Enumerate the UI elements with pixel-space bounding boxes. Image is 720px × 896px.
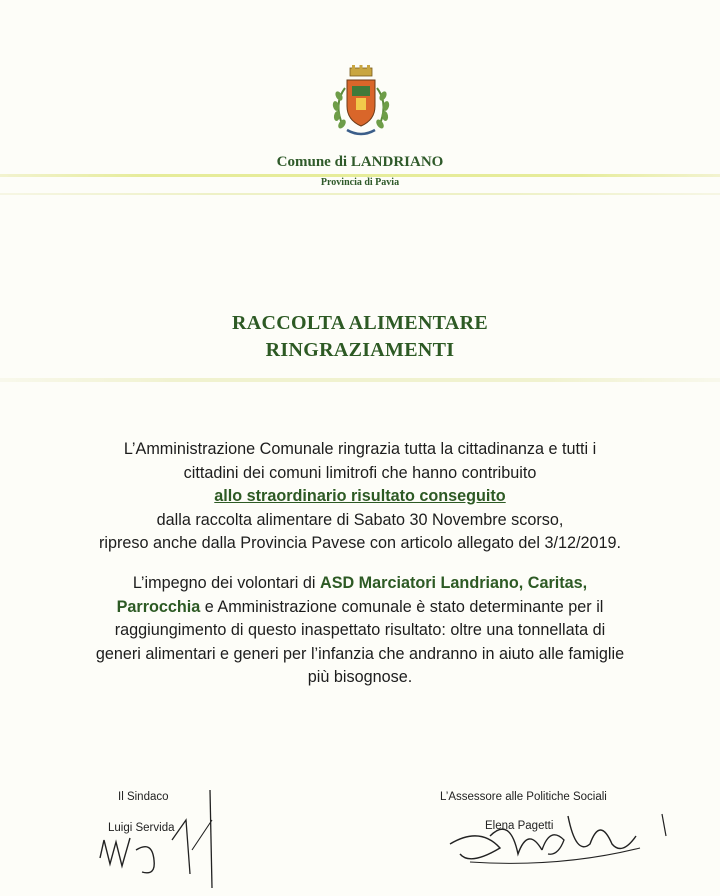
paragraph-commitment <box>40 572 680 690</box>
document-subtitle: RINGRAZIAMENTI <box>265 339 455 361</box>
document-title: RACCOLTA ALIMENTARE <box>232 312 488 334</box>
assessor-name: Elena Pagetti <box>485 820 554 832</box>
municipal-crest-icon <box>325 64 397 144</box>
province-name: Provincia di Pavia <box>320 177 400 188</box>
p1-highlight: allo straordinario risultato conseguito <box>214 487 506 505</box>
mayor-role: Il Sindaco <box>118 791 169 803</box>
p2-org2: Parrocchia <box>116 597 201 616</box>
p2-org1: ASD Marciatori Landriano, Caritas, <box>320 574 588 592</box>
p1-line: cittadini dei comuni limitrofi che hanno contribuito <box>183 463 537 482</box>
paragraph-thanks <box>40 438 680 556</box>
p1-line: ripreso anche dalla Provincia Pavese con articolo allegato del 3/12/2019. <box>99 534 621 552</box>
p2-line: più bisognose. <box>307 668 413 686</box>
header-rule-lower <box>0 193 720 195</box>
title-rule <box>0 378 720 382</box>
p2-line: generi alimentari e generi per l’infanzia che andranno in aiuto alle famiglie <box>95 644 625 663</box>
municipality-name: Comune di LANDRIANO <box>276 154 444 170</box>
p1-line: dalla raccolta alimentare di Sabato 30 Novembre scorso, <box>156 510 564 529</box>
p2-post1: e Amministrazione comunale è stato determinante per il <box>200 597 604 616</box>
assessor-role: L’Assessore alle Politiche Sociali <box>440 791 607 803</box>
p1-line: L’Amministrazione Comunale ringrazia tutta la cittadinanza e tutti i <box>123 440 597 458</box>
assessor-signature-icon <box>440 796 680 876</box>
mayor-signature-icon <box>92 780 232 890</box>
p2-pre: L’impegno dei volontari di <box>132 574 320 592</box>
p2-line: raggiungimento di questo inaspettato risultato: oltre una tonnellata di <box>114 621 606 639</box>
p2-line-2 <box>40 596 680 620</box>
p2-line-1 <box>40 572 680 596</box>
mayor-name: Luigi Servida <box>108 822 175 834</box>
